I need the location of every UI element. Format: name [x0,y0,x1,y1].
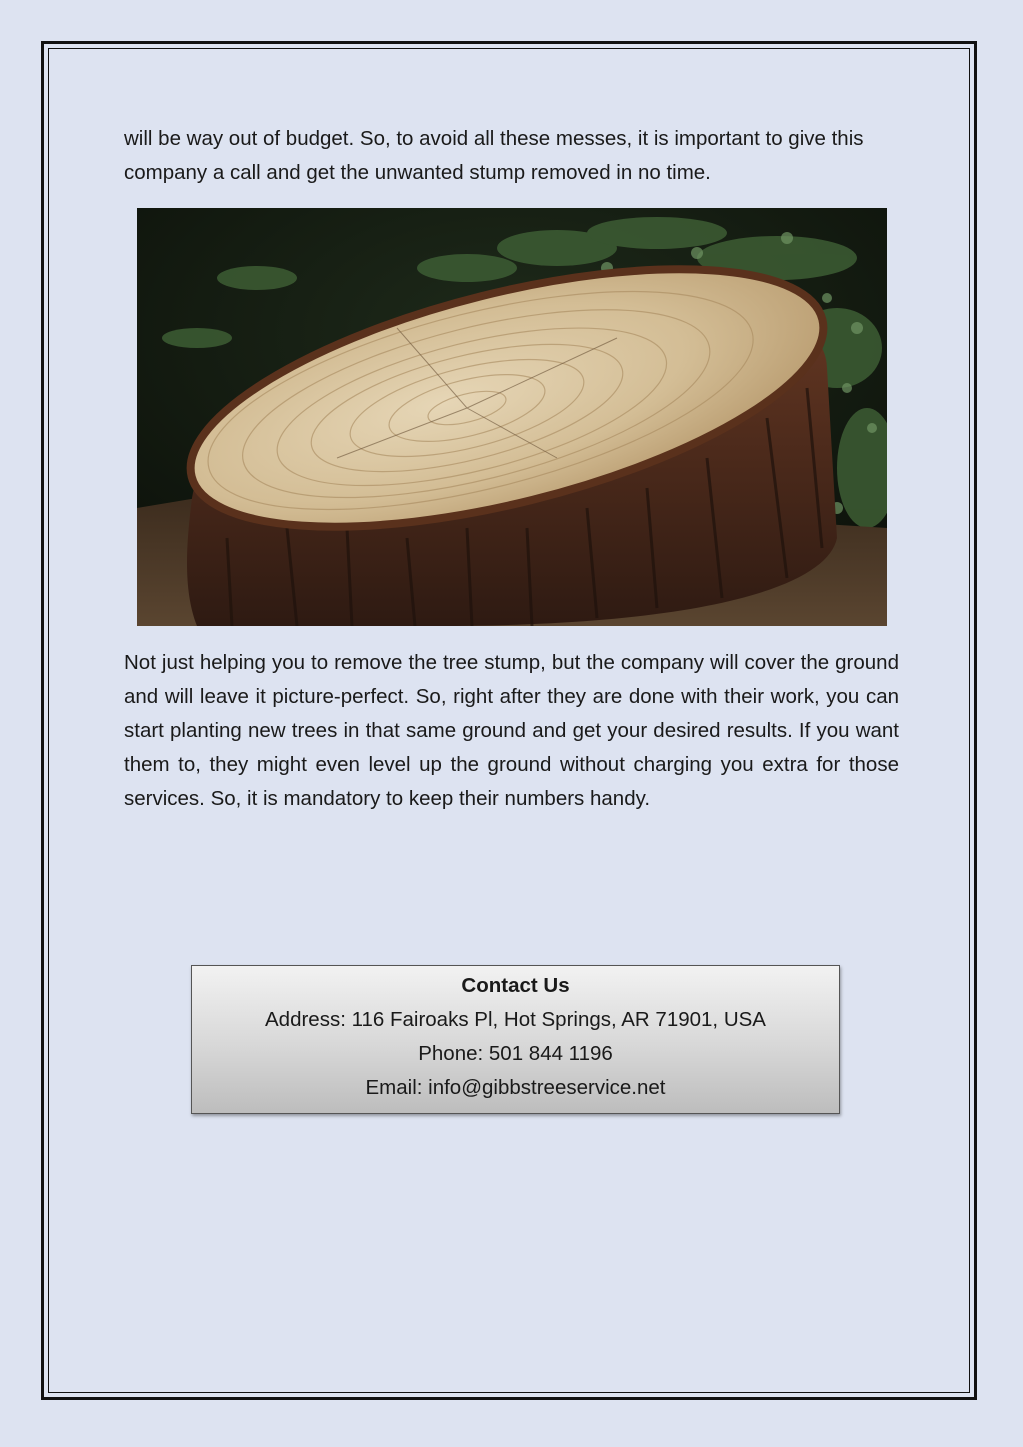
tree-stump-photo [137,208,887,626]
contact-email: Email: info@gibbstreeservice.net [365,1076,666,1099]
body-paragraph: Not just helping you to remove the tree stump, but the company will cover the ground and will leave it picture-perfect. So, right after they are done with their work, you can start planting new trees in that same ground and get your desired results. If you want them to, they might even level up the ground without charging you extra for those services. So, it is mandatory to keep their numbers handy. [124,651,899,810]
intro-paragraph: will be way out of budget. So, to avoid all these messes, it is important to give this company a call and get the unwanted stump removed in no time. [124,127,864,184]
contact-phone: Phone: 501 844 1196 [418,1042,613,1065]
contact-title: Contact Us [461,974,570,997]
contact-box [191,965,840,1114]
contact-address: Address: 116 Fairoaks Pl, Hot Springs, AR 71901, USA [265,1008,766,1031]
